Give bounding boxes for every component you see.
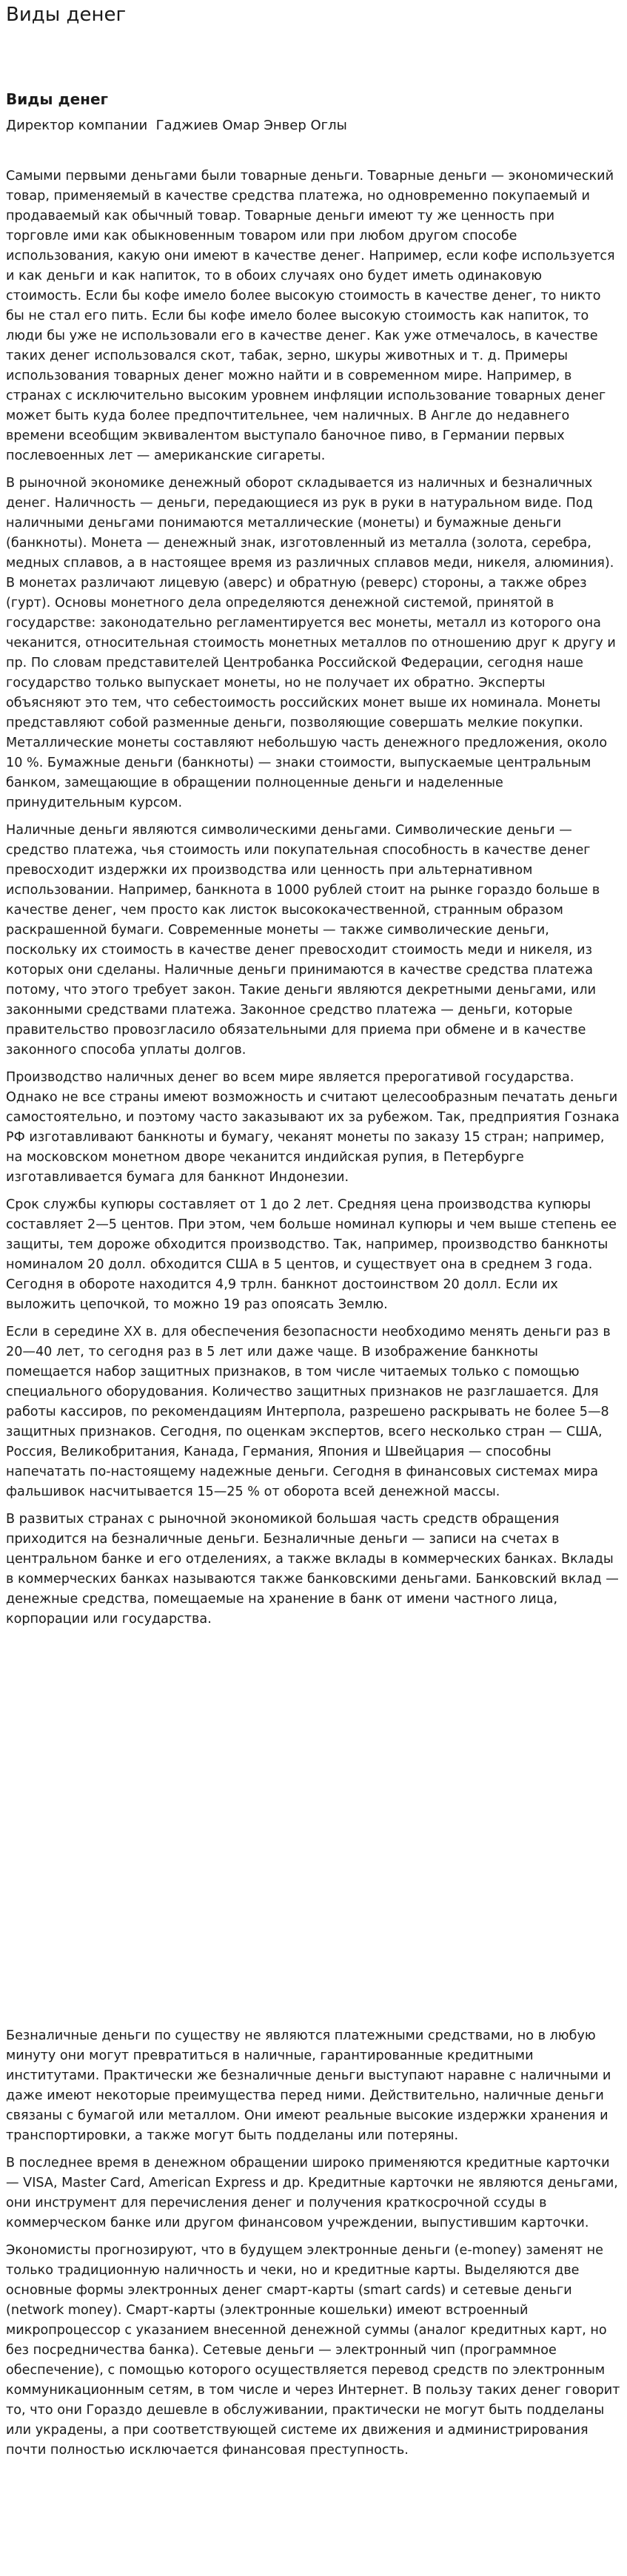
paragraph: В последнее время в денежном обращении широко применяются кредитные карточки — VISA, Master Card, American Express и др. Кредитные карточки не являются деньгами, они инструмент для перечисления денег и получения краткосрочной ссуды в коммерческом банке или другом финансовом учреждении, выпустившим карточки.: [6, 2156, 618, 2230]
paragraph: В рыночной экономике денежный оборот складывается из наличных и безналичных денег. Наличность — деньги, передающиеся из рук в руки в натуральном виде. Под наличными деньгами понимаются металлические (монеты) и бумажные деньги (банкноты). Монета — денежный знак, изготовленный из металла (золота, серебра, медных сплавов, а в настоящее время из различных сплавов меди, никеля, алюминия). В монетах различают лицевую (аверс) и обратную (реверс) стороны, а также обрез (гурт). Основы монетного дела определяются денежной системой, принятой в государстве: законодательно регламентируется вес монеты, металл из которого она чеканится, относительная стоимость монетных металлов по отношению друг к другу и пр. По словам представителей Центробанка Российской Федерации, сегодня наше государство только выпускает монеты, но не получает их обратно. Эксперты объясняют это тем, что себестоимость российских монет выше их номинала. Монеты представляют собой разменные деньги, позволяющие совершать мелкие покупки. Металлические монеты составляют небольшую часть денежного предложения, около 10 %. Бумажные деньги (банкноты) — знаки стоимости, выпускаемые центральным банком, замещающие в обращении полноценные деньги и наделенные принудительным курсом.: [6, 476, 616, 810]
paragraph: В развитых странах с рыночной экономикой большая часть средств обращения приходится на безналичные деньги. Безналичные деньги — записи на счетах в центральном банке и его отделениях, а также вклады в коммерческих банках. Вклады в коммерческих банках называются также банковскими деньгами. Банковский вклад — денежные средства, помещаемые на хранение в банк от имени частного лица, корпорации или государства.: [6, 1512, 619, 1627]
paragraph: Срок службы купюры составляет от 1 до 2 лет. Средняя цена производства купюры составляет 2—5 центов. При этом, чем больше номинал купюры и чем выше степень ее защиты, тем дороже обходится производство. Так, например, производство банкноты номиналом 20 долл. обходится США в 5 центов, и существует она в среднем 3 года. Сегодня в обороте находится 4,9 трлн. банкнот достоинством 20 долл. Если их выложить цепочкой, то можно 19 раз опоясать Землю.: [6, 1197, 617, 1312]
article-body: [6, 167, 620, 1637]
paragraph: Если в середине XX в. для обеспечения безопасности необходимо менять деньги раз в 20—40 лет, то сегодня раз в 5 лет или даже чаще. В изображение банкноты помещается набор защитных признаков, в том числе читаемых только с помощью специального оборудования. Количество защитных признаков не разглашается. Для работы кассиров, по рекомендациям Интерпола, разрешено раскрывать не более 5—8 защитных признаков. Сегодня, по оценкам экспертов, всего несколько стран — США, Россия, Великобритания, Канада, Германия, Япония и Швейцария — способны напечатать по-настоящему надежные деньги. Сегодня в финансовых системах мира фальшивок насчитывается 15—25 % от оборота всей денежной массы.: [6, 1325, 611, 1499]
article-title: Виды денег: [6, 90, 109, 108]
paragraph: Самыми первыми деньгами были товарные деньги. Товарные деньги — экономический товар, применяемый в качестве средства платежа, но одновременно покупаемый и продаваемый как обычный товар. Товарные деньги имеют ту же ценность при торговле ими как обыкновенным товаром или при любом другом способе использования, какую они имеют в качестве денег. Например, если кофе используется и как деньги и как напиток, то в обоих случаях оно будет иметь одинаковую стоимость. Если бы кофе имело более высокую стоимость в качестве денег, то никто бы не стал его пить. Если бы кофе имело более высокую стоимость как напиток, то люди бы уже не использовали его в качестве денег. Как уже отмечалось, в качестве таких денег использовался скот, табак, зерно, шкуры животных и т. д. Примеры использования товарных денег можно найти и в современном мире. Например, в странах с исключительно высоким уровнем инфляции использование товарных денег может быть куда более предпочтительнее, чем наличных. В Англе до недавнего времени всеобщим эквивалентом выступало баночное пиво, в Германии первых послевоенных лет — американские сигареты.: [6, 169, 615, 463]
paragraph: Производство наличных денег во всем мире является прерогативой государства. Однако не все страны имеют возможность и считают целесообразным печатать деньги самостоятельно, и поэтому часто заказывают их за рубежом. Так, предприятия Гознака РФ изготавливают банкноты и бумагу, чеканят монеты по заказу 15 стран; например, на московском монетном дворе чеканится индийская рупия, в Петербурге изготавливается бумага для банкнот Индонезии.: [6, 1070, 620, 1185]
page-header: Виды денег: [6, 4, 127, 26]
paragraph: Наличные деньги являются символическими деньгами. Символические деньги — средство платежа, чья стоимость или покупательная способность в качестве денег превосходит издержки их производства или ценность при альтернативном использовании. Например, банкнота в 1000 рублей стоит на рынке гораздо больше в качестве денег, чем просто как листок высококачественной, странным образом раскрашенной бумаги. Современные монеты — также символические деньги, поскольку их стоимость в качестве денег превосходит стоимость меди и никеля, из которых они сделаны. Наличные деньги принимаются в качестве средства платежа потому, что этого требует закон. Такие деньги являются декретными деньгами, или законными средствами платежа. Законное средство платежа — деньги, которые правительство провозгласило обязательными для приема при обмене и в качестве законного способа уплаты долгов.: [6, 823, 600, 1057]
article-author: Директор компании Гаджиев Омар Энвер Оглы: [6, 118, 347, 133]
paragraph: Экономисты прогнозируют, что в будущем электронные деньги (e-money) заменят не только традиционную наличность и чеки, но и кредитные карты. Выделяются две основные формы электронных денег смарт-карты (smart cards) и сетевые деньги (network money). Смарт-карты (электронные кошельки) имеют встроенный микропроцессор с указанием внесенной денежной суммы (аналог кредитных карт, но без посредничества банка). Сетевые деньги — электронный чип (программное обеспечение), с помощью которого осуществляется перевод средств по электронным коммуникационным сетям, в том числе и через Интернет. В пользу таких денег говорит то, что они Гораздо дешевле в обслуживании, практически не могут быть подделаны или украдены, а при соответствующей системе их движения и администрирования почти полностью исключается финансовая преступность.: [6, 2243, 620, 2458]
paragraph: Безналичные деньги по существу не являются платежными средствами, но в любую минуту они могут превратиться в наличные, гарантированные кредитными институтами. Практически же безналичные деньги выступают наравне с наличными и даже имеют некоторые преимущества перед ними. Действительно, наличные деньги связаны с бумагой или металлом. Они имеют реальные высокие издержки хранения и транспортировки, а также могут быть подделаны или потеряны.: [6, 2028, 611, 2143]
article-body-continued: [6, 2026, 620, 2468]
